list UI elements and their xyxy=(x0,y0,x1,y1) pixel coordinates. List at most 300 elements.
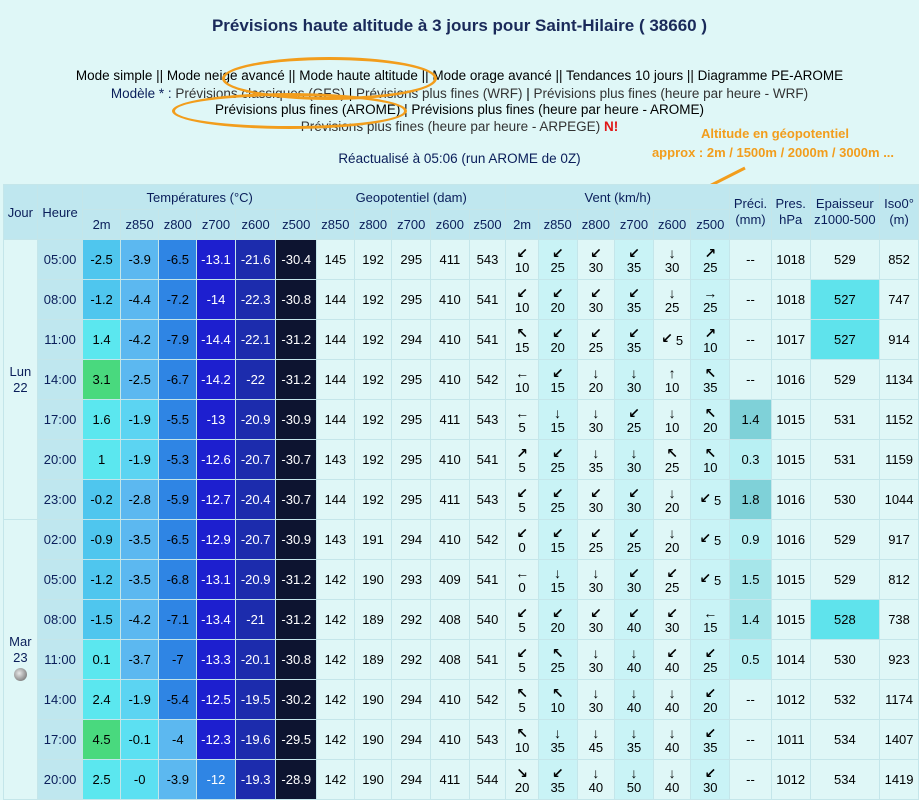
wind-cell xyxy=(506,760,538,800)
wind-direction-arrow: ↘ xyxy=(516,764,528,781)
wind-cell xyxy=(506,360,538,400)
geopotential-cell: 143 xyxy=(317,440,355,480)
wind-cell xyxy=(506,480,538,520)
geopotential-cell: 408 xyxy=(431,600,470,640)
wind-cell xyxy=(538,280,577,320)
wind-speed: 15 xyxy=(514,339,530,355)
wind-speed: 10 xyxy=(514,299,530,315)
temperature-cell: -0 xyxy=(120,760,159,800)
geopotential-cell: 190 xyxy=(354,760,392,800)
geopotential-cell: 144 xyxy=(317,480,355,520)
wind-speed: 10 xyxy=(664,419,680,435)
wind-cell xyxy=(538,640,577,680)
wind-direction-arrow: ↗ xyxy=(704,244,717,261)
hour-cell: 08:00 xyxy=(37,280,83,320)
wind-cell xyxy=(615,640,654,680)
wind-speed: 25 xyxy=(664,579,680,595)
wind-direction-arrow: ↓ xyxy=(630,764,638,781)
wind-direction-arrow: ↓ xyxy=(592,684,600,701)
temperature-cell: -20.1 xyxy=(235,640,276,680)
wind-cell xyxy=(615,720,654,760)
wind-direction-arrow: ↙ xyxy=(516,524,528,541)
wind-direction-arrow: ↙ xyxy=(589,604,602,621)
hour-cell: 14:00 xyxy=(37,360,83,400)
geopotential-cell: 543 xyxy=(469,400,506,440)
wind-direction-arrow: ← xyxy=(703,604,718,621)
wind-cell xyxy=(577,720,615,760)
temperature-cell: -1.9 xyxy=(120,440,159,480)
wind-speed: 40 xyxy=(626,699,642,715)
wind-speed: 30 xyxy=(588,299,604,315)
precipitation-cell: 0.5 xyxy=(730,640,772,680)
temperature-cell: -30.2 xyxy=(276,680,317,720)
nav-separator: || xyxy=(417,68,433,83)
thickness-cell: 528 xyxy=(810,600,880,640)
wind-cell xyxy=(615,480,654,520)
temp-level-header: z700 xyxy=(197,210,236,240)
geopotential-cell: 294 xyxy=(392,760,431,800)
thickness-cell: 529 xyxy=(810,560,880,600)
geopotential-cell: 540 xyxy=(469,600,506,640)
wind-speed: 25 xyxy=(626,419,642,435)
wind-speed: 30 xyxy=(588,499,604,515)
wind-cell xyxy=(577,760,615,800)
wind-direction-arrow: ↙ xyxy=(699,490,712,507)
temp-level-header: z850 xyxy=(120,210,159,240)
nav-separator: || xyxy=(152,68,167,83)
temp-level-header: z600 xyxy=(235,210,276,240)
pressure-cell: 1015 xyxy=(771,440,810,480)
temperature-cell: -12.3 xyxy=(197,720,236,760)
wind-cell xyxy=(506,320,538,360)
col-preci: Préci. (mm) xyxy=(730,185,772,240)
temperature-cell: -5.3 xyxy=(159,440,197,480)
wind-speed: 10 xyxy=(703,459,718,475)
wind-speed: 30 xyxy=(588,419,604,435)
wind-cell xyxy=(653,760,691,800)
wind-cell xyxy=(691,240,730,280)
thickness-cell: 531 xyxy=(810,440,880,480)
wind-direction-arrow: ← xyxy=(515,404,530,421)
temperature-cell: -13.1 xyxy=(197,560,236,600)
link-arome[interactable]: Prévisions plus fines (AROME) xyxy=(215,102,401,117)
wind-speed: 5 xyxy=(518,459,526,475)
wind-speed: 5 xyxy=(675,332,684,348)
geopotential-cell: 411 xyxy=(431,240,470,280)
model-label: Modèle * : xyxy=(110,86,172,101)
pressure-cell: 1018 xyxy=(771,240,810,280)
wind-direction-arrow: ↓ xyxy=(554,564,562,581)
temperature-cell: -22.1 xyxy=(235,320,276,360)
wind-cell xyxy=(538,760,577,800)
temperature-cell: -20.9 xyxy=(235,560,276,600)
geopotential-cell: 541 xyxy=(469,640,506,680)
forecast-row xyxy=(4,440,919,480)
wind-direction-arrow: ↗ xyxy=(704,324,717,341)
nav-separator: | xyxy=(522,86,534,101)
pressure-cell: 1016 xyxy=(771,480,810,520)
day-label: Lun xyxy=(9,363,32,379)
day-label: Mar xyxy=(9,634,32,649)
wind-speed: 40 xyxy=(626,619,642,635)
geopotential-cell: 144 xyxy=(317,320,355,360)
iso0-cell: 914 xyxy=(880,320,919,360)
link-wrf[interactable]: Prévisions plus fines (WRF) xyxy=(355,86,523,101)
precipitation-cell: -- xyxy=(730,680,772,720)
wind-speed: 20 xyxy=(703,419,718,435)
geopotential-cell: 144 xyxy=(317,280,355,320)
geopotential-cell: 145 xyxy=(317,240,355,280)
geopotential-cell: 294 xyxy=(392,680,431,720)
geo-level-header: z600 xyxy=(431,210,470,240)
geopotential-cell: 192 xyxy=(354,320,392,360)
wind-cell xyxy=(538,320,577,360)
temperature-cell: -30.8 xyxy=(276,280,317,320)
temperature-cell: -2.5 xyxy=(120,360,159,400)
precipitation-cell: -- xyxy=(730,760,772,800)
iso0-cell: 1407 xyxy=(880,720,919,760)
wind-direction-arrow: ↙ xyxy=(704,684,717,701)
wind-level-header: z600 xyxy=(653,210,691,240)
temperature-cell: -7.2 xyxy=(159,280,197,320)
temperature-cell: -4 xyxy=(159,720,197,760)
wind-speed: 10 xyxy=(664,379,680,395)
wind-speed: 20 xyxy=(588,379,604,395)
wind-speed: 15 xyxy=(550,579,565,595)
geopotential-cell: 410 xyxy=(431,720,470,760)
thickness-cell: 527 xyxy=(810,280,880,320)
temperature-cell: -13 xyxy=(197,400,236,440)
wind-direction-arrow: ↓ xyxy=(668,484,676,501)
temperature-cell: -28.9 xyxy=(276,760,317,800)
pressure-cell: 1016 xyxy=(771,360,810,400)
iso0-cell: 747 xyxy=(880,280,919,320)
temperature-cell: 4.5 xyxy=(83,720,120,760)
wind-direction-arrow: ↙ xyxy=(551,324,564,341)
temperature-cell: -31.2 xyxy=(276,360,317,400)
precipitation-cell: -- xyxy=(730,720,772,760)
pressure-cell: 1012 xyxy=(771,760,810,800)
temp-level-header: z500 xyxy=(276,210,317,240)
geo-level-header: z500 xyxy=(469,210,506,240)
geopotential-cell: 295 xyxy=(392,360,431,400)
wind-cell xyxy=(653,560,691,600)
link-mode-haute-altitude[interactable]: Mode haute altitude xyxy=(299,68,418,83)
wind-direction-arrow: → xyxy=(703,284,718,301)
link-gfs[interactable]: Prévisions classiques (GFS) xyxy=(175,86,345,101)
wind-direction-arrow: ↙ xyxy=(699,530,712,547)
iso0-cell: 1134 xyxy=(880,360,919,400)
wind-speed: 25 xyxy=(550,659,565,675)
temperature-cell: -21 xyxy=(235,600,276,640)
link-mode-simple[interactable]: Mode simple xyxy=(75,68,153,83)
wind-speed: 30 xyxy=(588,699,604,715)
wind-speed: 20 xyxy=(550,299,565,315)
wind-speed: 40 xyxy=(626,659,642,675)
wind-speed: 30 xyxy=(626,459,642,475)
iso0-cell: 1152 xyxy=(880,400,919,440)
wind-cell xyxy=(577,280,615,320)
wind-speed: 15 xyxy=(550,379,565,395)
wind-speed: 30 xyxy=(588,659,604,675)
wind-cell xyxy=(506,520,538,560)
wind-cell xyxy=(506,280,538,320)
precipitation-cell: 1.4 xyxy=(730,400,772,440)
temperature-cell: -2.5 xyxy=(83,240,120,280)
wind-cell xyxy=(691,280,730,320)
wind-direction-arrow: ↙ xyxy=(551,444,564,461)
wind-direction-arrow: ↙ xyxy=(516,604,528,621)
wind-direction-arrow: ↙ xyxy=(628,284,640,301)
temperature-cell: -20.4 xyxy=(235,480,276,520)
pressure-cell: 1015 xyxy=(771,600,810,640)
update-time: Réactualisé à 05:06 (run AROME de 0Z) xyxy=(338,151,581,166)
wind-speed: 35 xyxy=(626,259,642,275)
geopotential-cell: 142 xyxy=(317,760,355,800)
wind-speed: 40 xyxy=(664,779,680,795)
geopotential-cell: 192 xyxy=(354,480,392,520)
geopotential-cell: 543 xyxy=(469,480,506,520)
temperature-cell: -12.9 xyxy=(197,520,236,560)
temperature-cell: -14 xyxy=(197,280,236,320)
geopotential-cell: 190 xyxy=(354,560,392,600)
pressure-cell: 1017 xyxy=(771,320,810,360)
temperature-cell: -1.9 xyxy=(120,400,159,440)
link-mode-neige[interactable]: Mode neige avancé xyxy=(166,68,285,83)
hour-cell: 02:00 xyxy=(37,520,83,560)
temperature-cell: -6.5 xyxy=(159,240,197,280)
wind-direction-arrow: ↙ xyxy=(551,364,564,381)
wind-cell xyxy=(538,400,577,440)
geopotential-cell: 542 xyxy=(469,520,506,560)
thickness-cell: 532 xyxy=(810,680,880,720)
wind-cell xyxy=(691,760,730,800)
wind-level-header: z500 xyxy=(691,210,730,240)
temperature-cell: -13.4 xyxy=(197,600,236,640)
temperature-cell: 2.4 xyxy=(83,680,120,720)
col-pression: Pres. hPa xyxy=(771,185,810,240)
link-arome-hourly[interactable]: Prévisions plus fines (heure par heure - AROME) xyxy=(411,102,704,117)
wind-cell xyxy=(538,240,577,280)
iso0-cell: 1174 xyxy=(880,680,919,720)
wind-speed: 25 xyxy=(664,459,680,475)
thickness-cell: 534 xyxy=(810,760,880,800)
wind-cell xyxy=(538,560,577,600)
wind-direction-arrow: ↙ xyxy=(589,324,602,341)
wind-cell xyxy=(615,280,654,320)
wind-speed: 25 xyxy=(703,259,718,275)
geopotential-cell: 142 xyxy=(317,560,355,600)
wind-cell xyxy=(577,480,615,520)
wind-level-header: z700 xyxy=(615,210,654,240)
precipitation-cell: 1.8 xyxy=(730,480,772,520)
wind-direction-arrow: ↙ xyxy=(628,524,640,541)
wind-speed: 20 xyxy=(664,539,680,555)
geopotential-cell: 190 xyxy=(354,720,392,760)
wind-direction-arrow: ↓ xyxy=(630,644,638,661)
wind-direction-arrow: ↓ xyxy=(668,724,676,741)
precipitation-cell: -- xyxy=(730,240,772,280)
geopotential-cell: 294 xyxy=(392,720,431,760)
wind-direction-arrow: ↓ xyxy=(630,364,638,381)
wind-speed: 35 xyxy=(550,739,565,755)
wind-cell xyxy=(577,240,615,280)
wind-speed: 30 xyxy=(588,619,604,635)
wind-direction-arrow: ↙ xyxy=(704,644,717,661)
wind-speed: 10 xyxy=(703,339,718,355)
geopotential-cell: 410 xyxy=(431,520,470,560)
thickness-cell: 530 xyxy=(810,480,880,520)
wind-speed: 30 xyxy=(626,499,642,515)
geopotential-cell: 191 xyxy=(354,520,392,560)
wind-direction-arrow: ↓ xyxy=(592,364,600,381)
geopotential-cell: 292 xyxy=(392,640,431,680)
precipitation-cell: 1.4 xyxy=(730,600,772,640)
temperature-cell: -5.4 xyxy=(159,680,197,720)
temperature-cell: 0.1 xyxy=(83,640,120,680)
wind-speed: 35 xyxy=(703,379,718,395)
temperature-cell: -31.2 xyxy=(276,600,317,640)
wind-direction-arrow: ↙ xyxy=(704,724,717,741)
wind-cell xyxy=(506,240,538,280)
geopotential-cell: 192 xyxy=(354,400,392,440)
thickness-cell: 529 xyxy=(810,240,880,280)
forecast-row xyxy=(4,400,919,440)
geopotential-cell: 192 xyxy=(354,440,392,480)
nav-separator: | xyxy=(344,86,356,101)
link-diagramme-pe-arome[interactable]: Diagramme PE-AROME xyxy=(697,68,844,83)
wind-speed: 0 xyxy=(518,579,526,595)
wind-speed: 10 xyxy=(514,379,530,395)
wind-speed: 5 xyxy=(518,419,526,435)
precipitation-cell: 0.9 xyxy=(730,520,772,560)
wind-direction-arrow: ← xyxy=(515,364,530,381)
wind-cell xyxy=(691,320,730,360)
wind-direction-arrow: ↙ xyxy=(516,644,528,661)
temperature-cell: -3.5 xyxy=(120,520,159,560)
link-tendances[interactable]: Tendances 10 jours xyxy=(566,68,684,83)
wind-speed: 40 xyxy=(664,699,680,715)
wind-direction-arrow: ↙ xyxy=(628,564,640,581)
temperature-cell: -14.4 xyxy=(197,320,236,360)
temperature-cell: -19.3 xyxy=(235,760,276,800)
geopotential-cell: 543 xyxy=(469,240,506,280)
wind-speed: 20 xyxy=(514,779,530,795)
iso0-cell: 1419 xyxy=(880,760,919,800)
geopotential-cell: 295 xyxy=(392,280,431,320)
wind-direction-arrow: ↙ xyxy=(551,524,564,541)
temperature-cell: -22.3 xyxy=(235,280,276,320)
wind-cell xyxy=(577,440,615,480)
wind-direction-arrow: ↙ xyxy=(516,244,528,261)
page-title: Prévisions haute altitude à 3 jours pour Saint-Hilaire ( 38660 ) xyxy=(211,16,708,35)
geopotential-cell: 144 xyxy=(317,360,355,400)
col-epaisseur: Epaisseur z1000-500 xyxy=(810,185,880,240)
wind-direction-arrow: ↙ xyxy=(628,244,640,261)
link-wrf-hourly[interactable]: Prévisions plus fines (heure par heure - WRF) xyxy=(533,86,809,101)
wind-cell xyxy=(691,480,730,520)
geopotential-cell: 295 xyxy=(392,240,431,280)
temperature-cell: -30.9 xyxy=(276,400,317,440)
link-mode-orage[interactable]: Mode orage avancé xyxy=(432,68,552,83)
wind-speed: 30 xyxy=(588,259,604,275)
wind-speed: 35 xyxy=(588,459,604,475)
wind-cell xyxy=(653,240,691,280)
geopotential-cell: 541 xyxy=(469,560,506,600)
wind-cell xyxy=(691,400,730,440)
day-number: 23 xyxy=(13,650,28,665)
temperature-cell: -0.9 xyxy=(83,520,120,560)
wind-direction-arrow: ↓ xyxy=(554,724,562,741)
temperature-cell: -22 xyxy=(235,360,276,400)
wind-speed: 25 xyxy=(626,539,642,555)
col-heure: Heure xyxy=(37,185,83,240)
wind-direction-arrow: ↓ xyxy=(668,764,676,781)
wind-speed: 25 xyxy=(588,539,604,555)
wind-speed: 35 xyxy=(550,779,565,795)
wind-cell xyxy=(615,520,654,560)
wind-direction-arrow: ↖ xyxy=(551,644,564,661)
geopotential-cell: 411 xyxy=(431,480,470,520)
temperature-cell: -19.6 xyxy=(235,720,276,760)
wind-direction-arrow: ↙ xyxy=(661,330,673,347)
geopotential-cell: 192 xyxy=(354,280,392,320)
wind-cell xyxy=(653,720,691,760)
wind-cell xyxy=(653,440,691,480)
temperature-cell: -6.8 xyxy=(159,560,197,600)
precipitation-cell: 0.3 xyxy=(730,440,772,480)
day-cell xyxy=(4,240,38,520)
wind-speed: 25 xyxy=(664,299,680,315)
wind-speed: 25 xyxy=(588,339,604,355)
hour-cell: 08:00 xyxy=(37,600,83,640)
pressure-cell: 1011 xyxy=(771,720,810,760)
wind-direction-arrow: ↖ xyxy=(666,444,679,461)
wind-direction-arrow: ↓ xyxy=(668,524,676,541)
forecast-row xyxy=(4,640,919,680)
temperature-cell: -30.4 xyxy=(276,240,317,280)
forecast-row xyxy=(4,520,919,560)
wind-direction-arrow: ↖ xyxy=(516,684,528,701)
wind-direction-arrow: ↓ xyxy=(592,724,600,741)
wind-cell xyxy=(615,240,654,280)
wind-speed: 25 xyxy=(550,499,565,515)
wind-speed: 25 xyxy=(703,659,718,675)
annotation-altitudes: approx : 2m / 1500m / 2000m / 3000m ... xyxy=(651,145,895,160)
temperature-cell: -12 xyxy=(197,760,236,800)
wind-direction-arrow: ↙ xyxy=(589,484,602,501)
wind-speed: 30 xyxy=(664,619,680,635)
wind-cell xyxy=(538,520,577,560)
forecast-row xyxy=(4,560,919,600)
wind-cell xyxy=(577,360,615,400)
geo-level-header: z800 xyxy=(354,210,392,240)
temperature-cell: -4.2 xyxy=(120,600,159,640)
wind-cell xyxy=(538,680,577,720)
thickness-cell: 534 xyxy=(810,720,880,760)
wind-cell xyxy=(506,400,538,440)
temperature-cell: -5.5 xyxy=(159,400,197,440)
hour-cell: 14:00 xyxy=(37,680,83,720)
temperature-cell: -4.4 xyxy=(120,280,159,320)
wind-direction-arrow: ↙ xyxy=(551,604,564,621)
geopotential-cell: 408 xyxy=(431,640,470,680)
precipitation-cell: -- xyxy=(730,320,772,360)
wind-cell xyxy=(577,520,615,560)
link-arpege-hourly[interactable]: Prévisions plus fines (heure par heure - ARPEGE) xyxy=(300,119,601,134)
wind-direction-arrow: ↓ xyxy=(630,684,638,701)
hour-cell: 20:00 xyxy=(37,440,83,480)
